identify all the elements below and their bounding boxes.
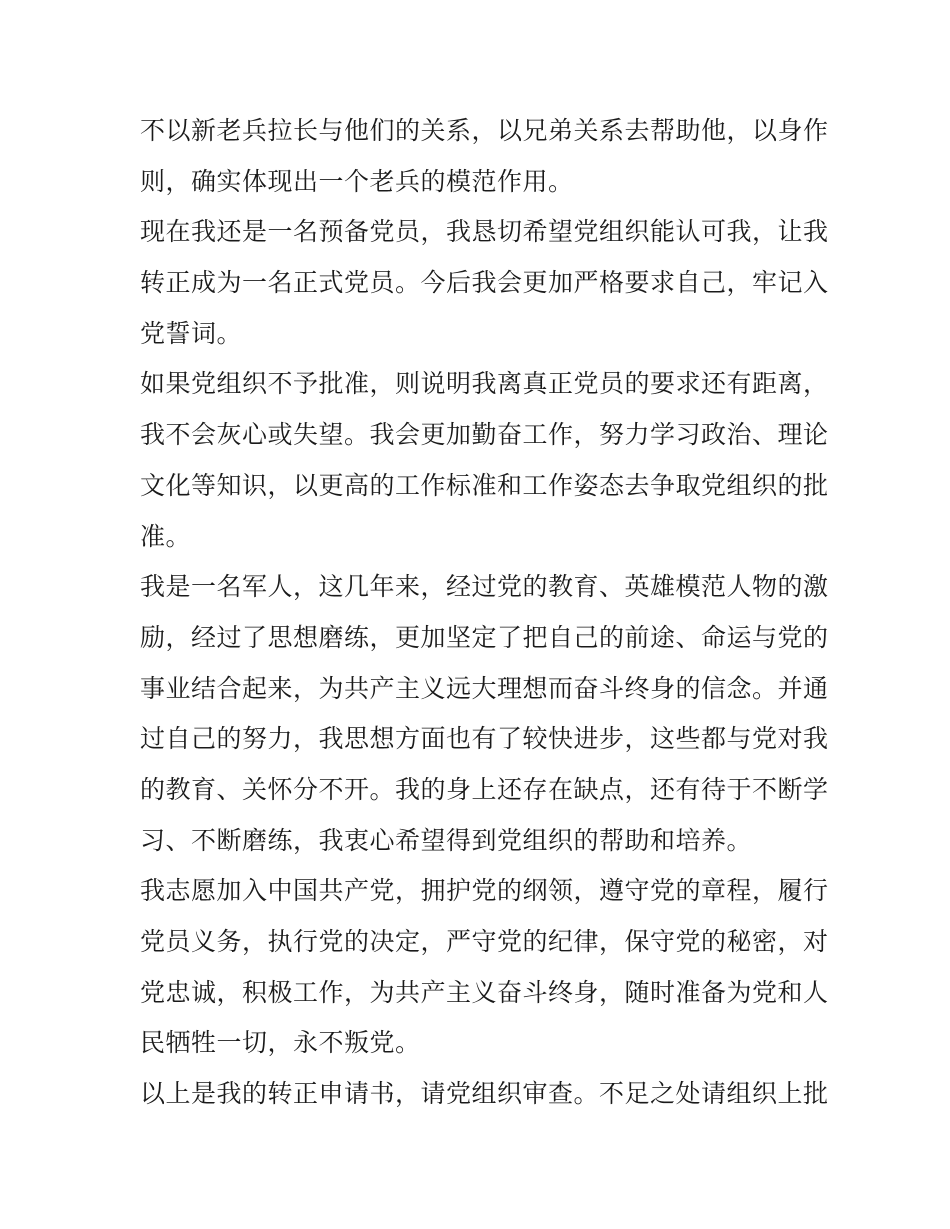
text-line: 的教育、关怀分不开。我的身上还存在缺点，还有待于不断学 bbox=[140, 774, 829, 804]
text-line: 转正成为一名正式党员。今后我会更加严格要求自己，牢记入 bbox=[140, 268, 829, 298]
text-line: 过自己的努力，我思想方面也有了较快进步，这些都与党对我 bbox=[140, 724, 829, 754]
text-line: 如果党组织不予批准，则说明我离真正党员的要求还有距离， bbox=[140, 369, 829, 399]
text-line: 则，确实体现出一个老兵的模范作用。 bbox=[140, 166, 574, 196]
text-line: 准。 bbox=[140, 521, 192, 551]
text-line: 习、不断磨练，我衷心希望得到党组织的帮助和培养。 bbox=[140, 825, 753, 855]
text-line: 以上是我的转正申请书，请党组织审查。不足之处请组织上批 bbox=[140, 1079, 829, 1109]
text-line: 文化等知识，以更高的工作标准和工作姿态去争取党组织的批 bbox=[140, 470, 829, 500]
text-line: 不以新老兵拉长与他们的关系，以兄弟关系去帮助他，以身作 bbox=[140, 116, 829, 145]
text-line: 励，经过了思想磨练，更加坚定了把自己的前途、命运与党的 bbox=[140, 622, 829, 652]
text-line: 我志愿加入中国共产党，拥护党的纲领，遵守党的章程，履行 bbox=[140, 876, 829, 906]
text-line: 我是一名军人，这几年来，经过党的教育、英雄模范人物的激 bbox=[140, 572, 829, 602]
text-line: 党员义务，执行党的决定，严守党的纪律，保守党的秘密，对 bbox=[140, 927, 829, 956]
text-line: 现在我还是一名预备党员，我恳切希望党组织能认可我，让我 bbox=[140, 217, 829, 247]
text-line: 民牺牲一切，永不叛党。 bbox=[140, 1028, 421, 1058]
text-line: 我不会灰心或失望。我会更加勤奋工作，努力学习政治、理论 bbox=[140, 420, 829, 450]
text-line: 党忠诚，积极工作，为共产主义奋斗终身，随时准备为党和人 bbox=[140, 977, 829, 1007]
text-line: 党誓词。 bbox=[140, 318, 243, 348]
document-body bbox=[140, 106, 830, 1120]
text-line: 事业结合起来，为共产主义远大理想而奋斗终身的信念。并通 bbox=[140, 673, 829, 703]
